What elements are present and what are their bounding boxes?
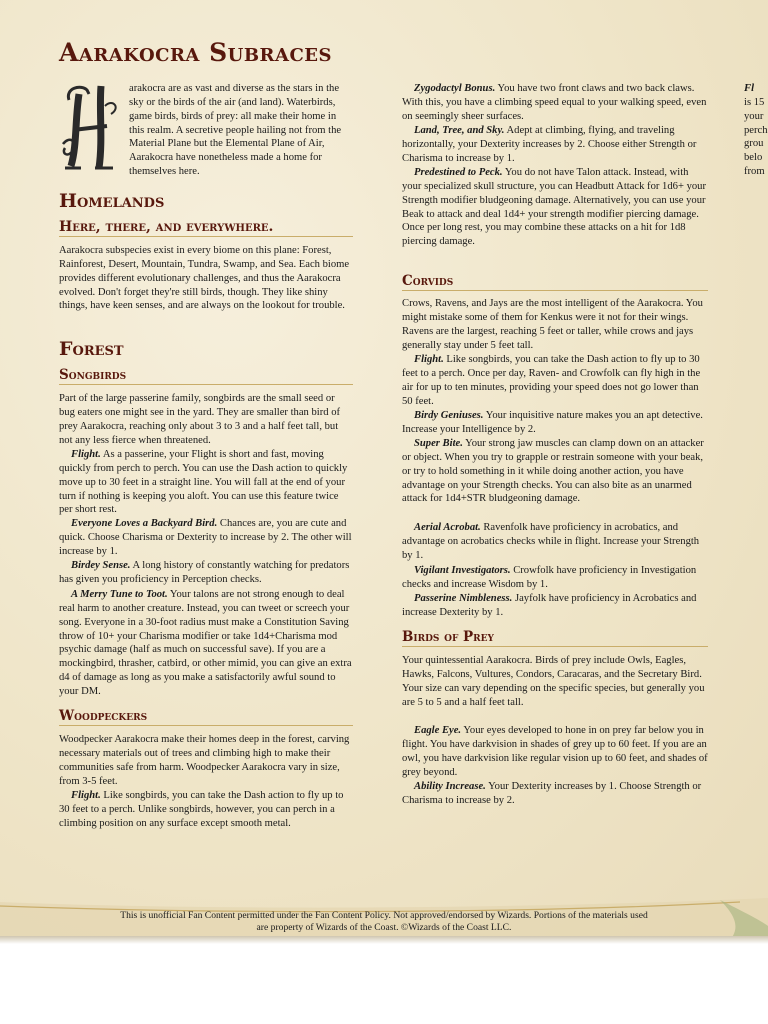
forest-heading: Forest	[59, 338, 124, 360]
page-title: Aarakocra Subraces	[59, 38, 333, 67]
woodpecker-trait: Zygodactyl Bonus. You have two front claws and two back claws. With this, you have a climbing speed equal to your walking speed, even on seemingly sheer surfaces.	[402, 83, 707, 122]
songbirds-trait: Everyone Loves a Backyard Bird. Chances are, you are cute and quick. Choose Charisma or Dexterity to increase by 2. The other will increase by 1.	[59, 518, 352, 557]
homelands-subheading: Here, there, and everywhere.	[59, 219, 353, 237]
corvids-heading: Corvids	[402, 273, 708, 291]
birds-of-prey-heading: Birds of Prey	[402, 629, 708, 647]
woodpecker-trait: Land, Tree, and Sky. Adept at climbing, flying, and traveling horizontally, your Dexterity increases by 2. Choose either Strength or Charisma to increase by 1.	[402, 125, 697, 164]
woodpeckers-text: Woodpecker Aarakocra make their homes deep in the forest, carving necessary materials out of trees and climbing high to make their communities safe from harm. Woodpecker Aarakocra vary in size, from 3-5 feet.	[59, 734, 350, 787]
homelands-heading: Homelands	[59, 190, 165, 212]
corvids-trait: Vigilant Investigators. Crowfolk have proficiency in Investigation checks and increase Wisdom by 1.	[402, 565, 697, 590]
songbirds-heading: Songbirds	[59, 367, 353, 385]
woodpeckers-heading: Woodpeckers	[59, 708, 353, 726]
intro-paragraph: arakocra are as vast and diverse as the stars in the sky or the birds of the air (and land). Waterbirds, game birds, birds of prey: all make their home in this realm. A secretive people hailing not from the Material Plane but the Elemental Plane of Air, Aarakocra have nonetheless made a home for themselves here.	[129, 83, 342, 178]
homelands-text: Aarakocra subspecies exist in every biome on this plane: Forest, Rainforest, Desert, Mountain, Tundra, Swamp, and Sea. Each biome provides different evolutionary challenges, and thus the Aarakocra evolved. Don't forget they're still birds, though. They like shiny things, have keen senses, and are always on the lookout for trouble.	[59, 245, 350, 312]
songbirds-text: Part of the large passerine family, songbirds are the small seed or bug eaters one might see in the yard. They are smaller than bird of prey Aarakocra, reaching only about 3 to 3 and a half feet tall, but not any less fierce when threatened.	[59, 393, 341, 446]
birds-of-prey-trait: Eagle Eye. Your eyes developed to hone in on prey far below you in flight. You have darkvision in shades of grey up to 60 feet. If you are an owl, you have darkvision like regular vision up to 60 feet, and shades of grey beyond.	[402, 725, 708, 778]
footer-legal: This is unofficial Fan Content permitted under the Fan Content Policy. Not approved/endorsed by Wizards. Portions of the materials used are property of Wizards of the Coast. ©Wizards of the Coast LLC.	[120, 910, 648, 933]
dropcap-letter	[59, 80, 125, 172]
page-edge-shadow	[0, 936, 768, 944]
songbirds-trait: Flight. As a passerine, your Flight is short and fast, moving quickly from perch to perch. You can use the Dash action to quickly move up to 30 feet in a straight line. You will fall at the end of your turn if nothing is keeping you aloft. You can use this feature twice per short rest.	[59, 449, 348, 516]
corvids-trait: Aerial Acrobat. Ravenfolk have proficiency in acrobatics, and advantage on acrobatics checks while in flight. Increase your Strength by 1.	[402, 522, 700, 561]
birds-of-prey-text: Your quintessential Aarakocra. Birds of prey include Owls, Eagles, Hawks, Falcons, Vultures, Condors, Caracaras, and the Secretary Bird. Your size can vary depending on the specific species, but generally you are 5 to 5 and a half feet tall.	[402, 655, 705, 708]
birds-of-prey-trait: Ability Increase. Your Dexterity increases by 1. Choose Strength or Charisma to increase by 2.	[402, 781, 702, 806]
cutoff-text: Fl is 15 your perch grou belo from	[744, 83, 768, 178]
corvids-trait: Passerine Nimbleness. Jayfolk have proficiency in Acrobatics and increase Dexterity by 1.	[402, 593, 697, 618]
woodpecker-trait: Predestined to Peck. You do not have Talon attack. Instead, with your specialized skull structure, you can Headbutt Attack for 1d6+ your Strength modifier bludgeoning damage. Alternatively, you can use your Beak to attack and deal 1d4+ your strength modifier piercing damage. Once per long rest, you may combine these attacks on a hit for 1d8 piercing damage.	[402, 167, 706, 248]
songbirds-trait: Birdey Sense. A long history of constantly watching for predators has given you proficiency in Perception checks.	[59, 560, 350, 585]
corvids-trait: Super Bite. Your strong jaw muscles can clamp down on an attacker or object. When you try to grapple or restrain someone with your beak, or try to hold something in it while doing another action, you have advantage on your Strength checks. You can also bite as an unarmed attack for 1d4+STR bludgeoning damage.	[402, 438, 704, 505]
corvids-trait: Flight. Like songbirds, you can take the Dash action to fly up to 30 feet to a perch. Once per day, Raven- and Crowfolk can fly high in the air for up to ten minutes, providing your speed does not go lower than 50 feet.	[402, 354, 701, 407]
woodpeckers-trait: Flight. Like songbirds, you can take the Dash action to fly up to 30 feet to a perch. Unlike songbirds, however, you can perch in a climbing position on any surface except smooth metal.	[59, 790, 344, 829]
corvids-trait: Birdy Geniuses. Your inquisitive nature makes you an apt detective. Increase your Intelligence by 2.	[402, 410, 703, 435]
songbirds-trait: A Merry Tune to Toot. Your talons are not strong enough to deal real harm to another creature. Instead, you can tweet or screech your song. Everyone in a 30-foot radius must make a Constitution Saving throw of 10+ your Charisma modifier or take 1d4+Charisma mod psychic damage (half as much on successful save). If you are a mockingbird, thrasher, catbird, or other mimid, you can give an extra d4 of damage as long as you make a satisfactorily awful sound to your DM.	[59, 589, 352, 697]
corvids-text: Crows, Ravens, and Jays are the most intelligent of the Aarakocra. You might mistake some of them for Kenkus were it not for their wings. Ravens are the largest, reaching 5 feet or taller, while crows and jays generally stay under 5 feet tall.	[402, 298, 703, 351]
